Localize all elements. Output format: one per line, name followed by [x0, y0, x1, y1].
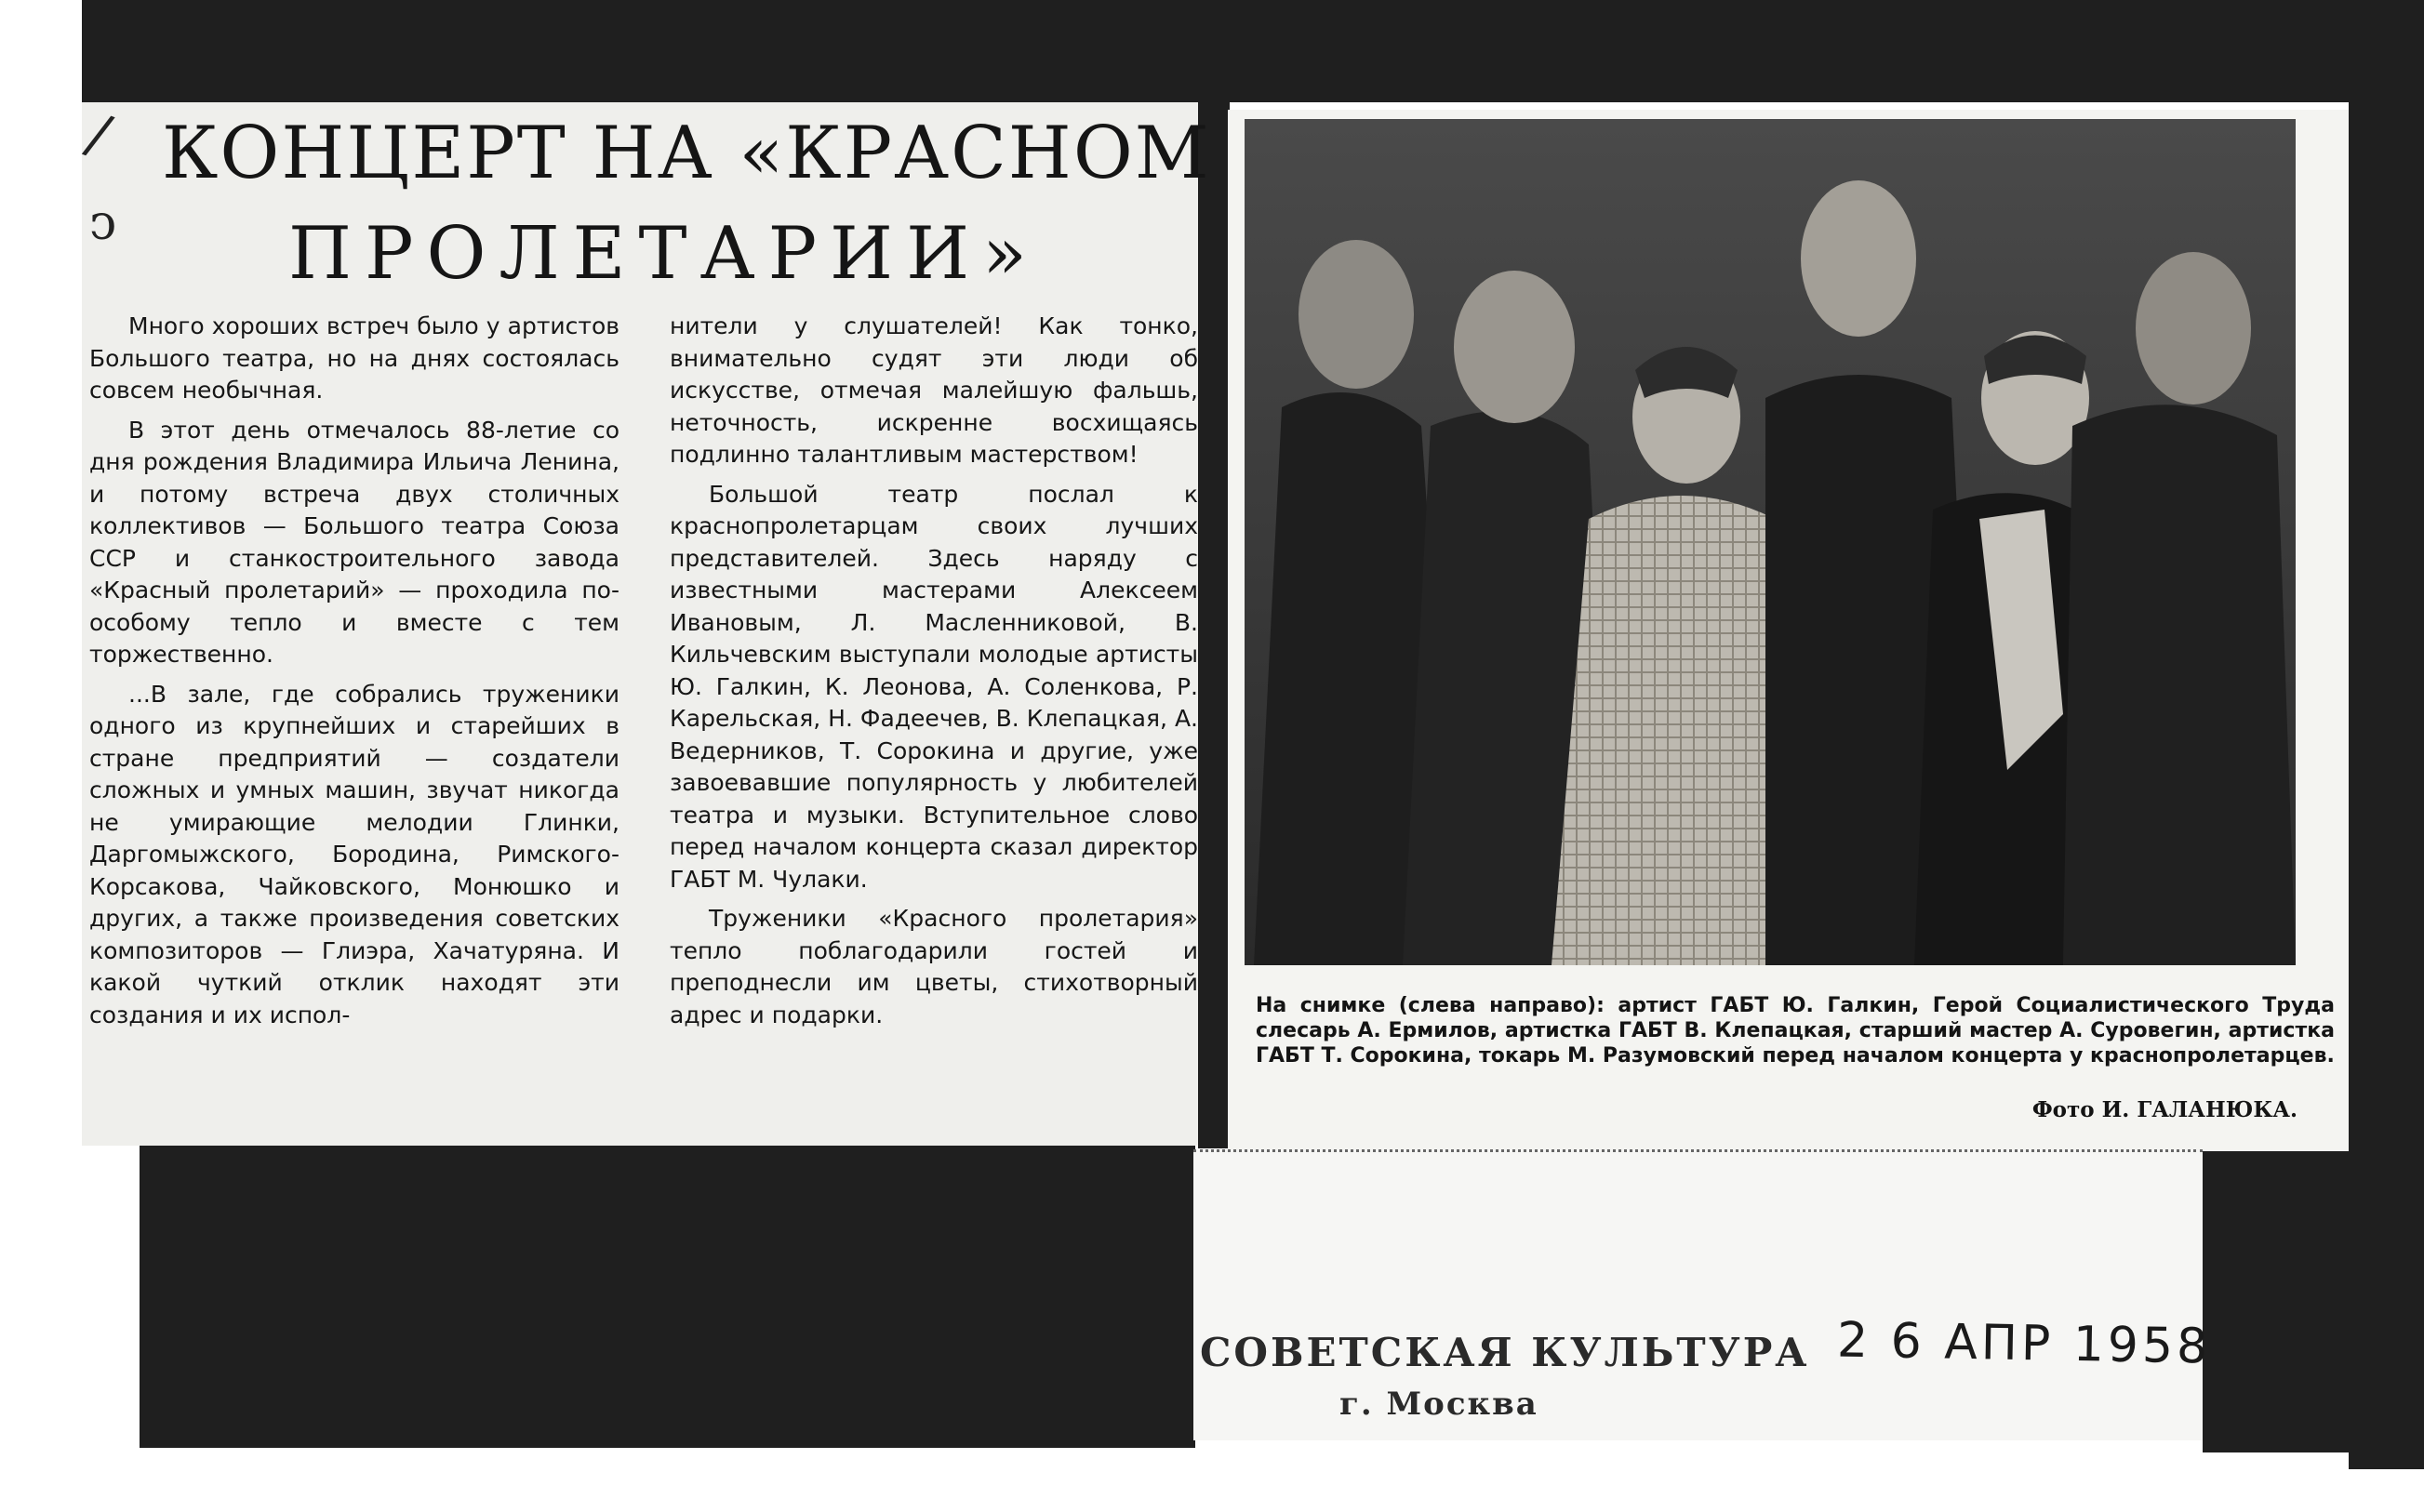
headline-line-1: КОНЦЕРТ НА «КРАСНОМ — [162, 112, 1211, 195]
stamp-publication-name: СОВЕТСКАЯ КУЛЬТУРА — [1200, 1330, 1810, 1375]
photo-credit: Фото И. ГАЛАНЮКА. — [2031, 1097, 2297, 1122]
paragraph-concert-hall: ...В зале, где собрались труженики одного из крупнейших и старейших в стране предприятий — создатели сложных и умных машин, звучат никогда не умирающие мелодии Глинки, Даргомыжского, Бородина, Римского-Корсакова, Чайковского, Монюшко и других, а также произведения советских композиторов — Глиэра, Хачатуряна. И какой чуткий отклик находят эти создания и их испол- — [89, 680, 619, 1028]
paragraph-anniversary: В этот день отмечалось 88-летие со дня рождения Владимира Ильича Ленина, и потому встреча двух столичных коллективов — Большого театра Союза ССР и станкостроительного завода «Красный пролетарий» — проходила по-особому тепло и вместе с тем торжественно. — [89, 416, 619, 668]
margin-pencil-mark: / — [78, 100, 119, 169]
scan-background-bottom-left — [140, 1146, 1195, 1448]
article-column-2 — [670, 311, 1198, 1039]
group-photo — [1245, 119, 2296, 965]
stamp-date: 2 6 АПР 1958 — [1836, 1312, 2212, 1375]
paragraph-performers: Большой театр послал к краснопролетарцам своих лучших представителей. Здесь наряду с известными мастерами Алексеем Ивановым, Л. Масленниковой, В. Кильчевским выступали молодые артисты Ю. Галкин, К. Леонова, А. Соленкова, Р. Карельская, Н. Фадеечев, В. Клепацкая, А. Ведерников, Т. Сорокина и другие, уже завоевавшие популярность у любителей театра и музыки. Вступительное слово перед началом концерта сказал директор ГАБТ М. Чулаки. — [670, 480, 1198, 893]
margin-pencil-mark-lower: ↄ — [89, 195, 117, 251]
paragraph-intro: Много хороших встреч было у артистов Большого театра, но на днях состоялась совсем необычная. — [89, 312, 619, 404]
scan-background-top — [82, 0, 2424, 102]
scan-background-strip — [1198, 102, 1230, 1148]
paragraph-gratitude: Труженики «Красного пролетария» тепло поблагодарили гостей и преподнесли им цветы, стихотворный адрес и подарки. — [670, 905, 1198, 1028]
headline-line-2: ПРОЛЕТАРИИ» — [288, 212, 1040, 296]
paragraph-continuation: нители у слушателей! Как тонко, внимательно судят эти люди об искусстве, отмечая малейшую фальшь, неточность, искренне восхищаясь подлинно талантливым мастерством! — [670, 312, 1198, 468]
group-photo-illustration — [1245, 119, 2296, 965]
photo-caption: На снимке (слева направо): артист ГАБТ Ю. Галкин, Герой Социалистического Труда слесарь А. Ермилов, артистка ГАБТ В. Клепацкая, старший мастер А. Суровегин, артистка ГАБТ Т. Сорокина, токарь М. Разумовский перед началом концерта у краснопролетарцев. — [1256, 994, 2335, 1068]
scan-background-bottom-right — [2203, 1146, 2361, 1452]
stamp-city: г. Москва — [1339, 1386, 1538, 1423]
article-column-1 — [89, 311, 619, 1039]
